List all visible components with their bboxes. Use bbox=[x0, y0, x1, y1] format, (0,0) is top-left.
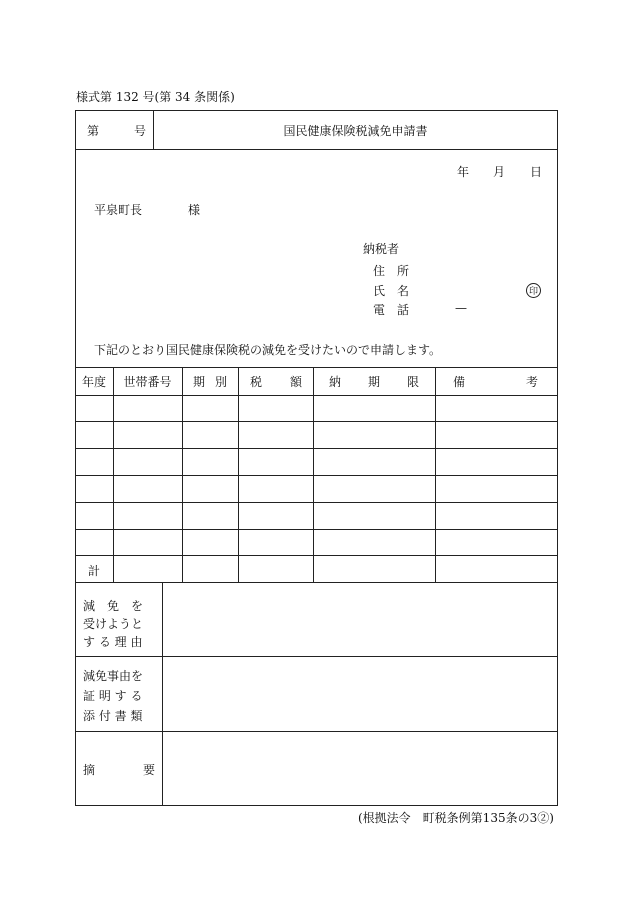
phone-dash: — bbox=[455, 301, 467, 315]
table-column-line bbox=[182, 367, 183, 582]
table-row-line bbox=[75, 475, 558, 476]
table-row-line bbox=[75, 529, 558, 530]
address-label: 住 所 bbox=[373, 264, 409, 278]
total-label: 計 bbox=[88, 564, 101, 578]
header-household-number: 世帯番号 bbox=[123, 374, 172, 389]
table-row-line bbox=[75, 448, 558, 449]
header-due-date: 納 期 限 bbox=[329, 374, 419, 389]
date-year-label: 年 bbox=[457, 165, 470, 179]
addressee-honorific: 様 bbox=[188, 203, 201, 217]
table-header-line bbox=[75, 395, 558, 396]
form-title: 国民健康保険税減免申請書 bbox=[283, 123, 428, 138]
table-column-line bbox=[435, 367, 436, 582]
phone-label: 電 話 bbox=[373, 303, 409, 317]
legal-basis: (根拠法令 町税条例第135条の3②) bbox=[358, 811, 554, 825]
table-row-line bbox=[75, 555, 558, 556]
summary-label: 摘 要 bbox=[83, 763, 155, 777]
header-amount: 税 額 bbox=[250, 374, 302, 389]
table-row-line bbox=[75, 502, 558, 503]
form-body bbox=[75, 149, 558, 806]
section-line bbox=[75, 731, 558, 732]
attachment-label: 減免事由を 証 明 す る 添 付 書 類 bbox=[83, 669, 144, 723]
table-column-line bbox=[238, 367, 239, 582]
header-year: 年度 bbox=[81, 374, 106, 389]
application-statement: 下記のとおり国民健康保険税の減免を受けたいので申請します。 bbox=[94, 343, 442, 357]
header-period: 期 別 bbox=[193, 374, 227, 389]
date-day-label: 日 bbox=[530, 165, 543, 179]
table-row-line bbox=[75, 421, 558, 422]
addressee-name: 平泉町長 bbox=[94, 203, 143, 217]
table-bottom-line bbox=[75, 582, 558, 583]
form-reference: 様式第 132 号(第 34 条関係) bbox=[76, 90, 235, 104]
number-label-1: 第 bbox=[87, 124, 100, 138]
header-remarks: 備 考 bbox=[453, 374, 538, 389]
section-divider bbox=[162, 582, 163, 806]
table-column-line bbox=[113, 367, 114, 582]
table-column-line bbox=[313, 367, 314, 582]
date-month-label: 月 bbox=[493, 165, 506, 179]
name-label: 氏 名 bbox=[373, 284, 409, 298]
number-label-2: 号 bbox=[134, 124, 147, 138]
seal-mark: 印 bbox=[526, 283, 541, 298]
taxpayer-heading: 納税者 bbox=[363, 242, 400, 256]
section-line bbox=[75, 656, 558, 657]
reason-label: 減 免 を 受けようと す る 理 由 bbox=[83, 599, 144, 649]
